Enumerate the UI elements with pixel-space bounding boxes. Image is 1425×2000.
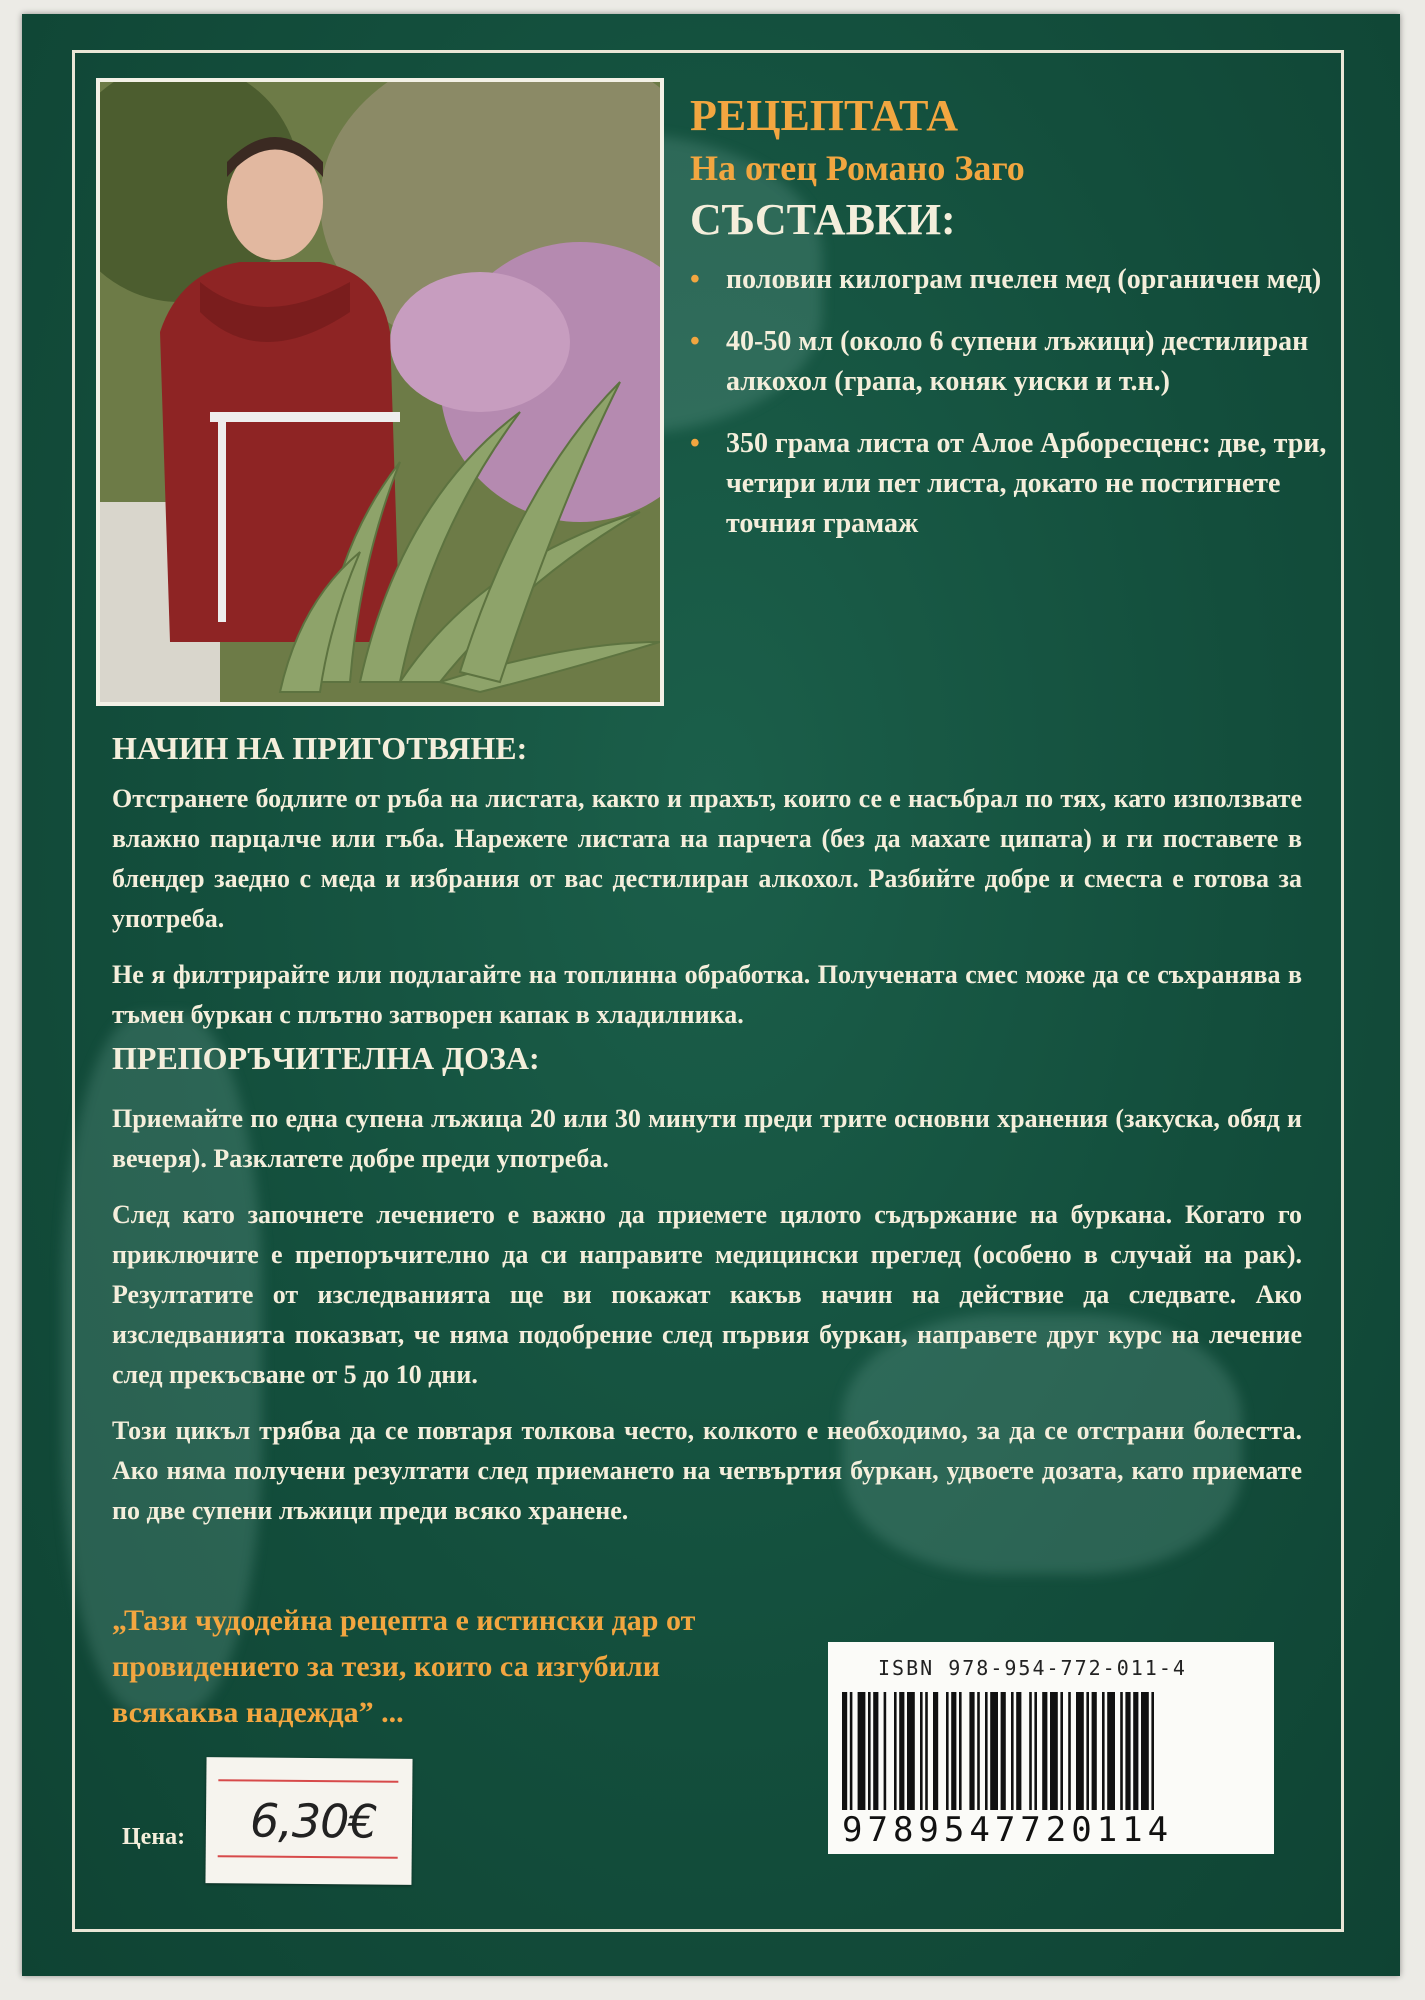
barcode-bar	[894, 1692, 897, 1810]
bullet-icon: •	[690, 428, 700, 459]
barcode-bar	[1120, 1692, 1123, 1810]
isbn-number: ISBN 978-954-772-011-4	[878, 1656, 1187, 1680]
ingredient-item: • 350 грама листа от Алое Арборесценс: две, три, четири или пет листа, докато не постигнете точния грамаж	[690, 424, 1330, 544]
barcode-bar	[1068, 1692, 1071, 1810]
preparation-section	[112, 730, 1302, 1051]
dose-paragraph: Приемайте по една супена лъжица 20 или 30 минути преди трите основни хранения (закуска, обяд и вечеря). Разклатете добре преди употреба.	[112, 1104, 1302, 1173]
barcode-bar	[1151, 1692, 1154, 1810]
barcode-bar	[951, 1692, 956, 1810]
ingredients-title: СЪСТАВКИ:	[690, 195, 956, 244]
bullet-icon: •	[690, 264, 700, 295]
ingredient-item: • половин килограм пчелен мед (органичен мед)	[690, 260, 1330, 300]
bullet-icon: •	[690, 326, 700, 357]
barcode-bar	[1125, 1692, 1130, 1810]
photo-father-romano-zago	[96, 78, 664, 706]
barcode-bar	[1102, 1692, 1105, 1810]
price-value: 6,30€	[249, 1793, 377, 1849]
barcode-bar	[1050, 1692, 1058, 1810]
sticker-line	[218, 1855, 398, 1859]
barcode-bar	[850, 1692, 853, 1810]
barcode-bar	[884, 1692, 887, 1810]
barcode-bar	[1107, 1692, 1115, 1810]
price-label: Цена:	[122, 1824, 186, 1850]
barcode-bar	[1034, 1692, 1037, 1810]
barcode-bar	[1086, 1692, 1089, 1810]
barcode-bar	[899, 1692, 904, 1810]
photo-illustration	[100, 82, 660, 702]
price-sticker	[205, 1757, 412, 1885]
barcode-bar	[1141, 1692, 1149, 1810]
dose-section	[112, 1040, 1302, 1547]
barcode-bar	[1016, 1692, 1021, 1810]
preparation-paragraph: Не я филтрирайте или подлагайте на топлинна обработка. Получената смес може да се съхранява в тъмен буркан с плътно затворен капак в хладилника.	[112, 960, 1302, 1029]
barcode-bar	[1029, 1692, 1032, 1810]
barcode-bar	[925, 1692, 928, 1810]
barcode-bar	[1011, 1692, 1014, 1810]
dose-paragraph: След като започнете лечението е важно да приемете цялото съдържание на буркана. Когато го приключите е препоръчително да си направите медицински преглед (особено в случай на рак). Резултатите от изследванията ще ви покажат какъв начин на действие да следвате. Ако изследванията показват, че няма подобрение след първия буркан, направете друг курс на лечение след прекъсване от 5 до 10 дни.	[112, 1200, 1302, 1389]
barcode-bar	[873, 1692, 878, 1810]
barcode-bar	[977, 1692, 980, 1810]
ean-number: 9789547720114	[842, 1810, 1174, 1850]
barcode-bar	[907, 1692, 915, 1810]
recipe-author: На отец Романо Заго	[690, 148, 1025, 188]
dose-title: ПРЕПОРЪЧИТЕЛНА ДОЗА:	[112, 1040, 540, 1076]
preparation-paragraph: Отстранете бодлите от ръба на листата, както и прахът, които се е насъбрал по тях, като използвате влажно парцалче или гъба. Нарежете листата на парчета (без да махате ципата) и ги поставете в блендер заедно с меда и избрания от вас дестилиран алкохол. Разбийте добре и сместа е готова за употреба.	[112, 784, 1302, 933]
barcode-bar	[868, 1692, 871, 1810]
barcode-bar	[842, 1692, 847, 1810]
barcode-bar	[1042, 1692, 1047, 1810]
barcode-bar	[933, 1692, 938, 1810]
recipe-title: РЕЦЕПТАТА	[690, 91, 959, 140]
ingredients-list	[690, 260, 1330, 544]
barcode-bar	[985, 1692, 988, 1810]
barcode-bar	[1076, 1692, 1084, 1810]
barcode-bar	[1092, 1692, 1097, 1810]
sticker-line	[218, 1779, 398, 1783]
barcode-bars	[842, 1692, 1260, 1810]
isbn-barcode	[828, 1642, 1274, 1854]
preparation-title: НАЧИН НА ПРИГОТВЯНЕ:	[112, 730, 528, 766]
barcode-bar	[946, 1692, 949, 1810]
barcode-bar	[858, 1692, 866, 1810]
dose-paragraph: Този цикъл трябва да се повтаря толкова често, колкото е необходимо, за да се отстрани болестта. Ако няма получени резултати след приемането на четвъртия буркан, удвоете дозата, като приемате по две супени лъжици преди всяко хранене.	[112, 1416, 1302, 1525]
ingredient-item: • 40-50 мл (около 6 супени лъжици) дестилиран алкохол (грапа, коняк уиски и т.н.)	[690, 322, 1330, 402]
barcode-bar	[990, 1692, 998, 1810]
barcode-bar	[969, 1692, 974, 1810]
recipe-block	[690, 90, 1330, 566]
barcode-bar	[959, 1692, 962, 1810]
barcode-bar	[1001, 1692, 1006, 1810]
barcode-bar	[920, 1692, 923, 1810]
barcode-bar	[1060, 1692, 1063, 1810]
quote: „Тази чудодейна рецепта е истински дар от провидението за тези, които са изгубили всякаква надежда” ...	[112, 1604, 696, 1729]
barcode-bar	[1133, 1692, 1138, 1810]
